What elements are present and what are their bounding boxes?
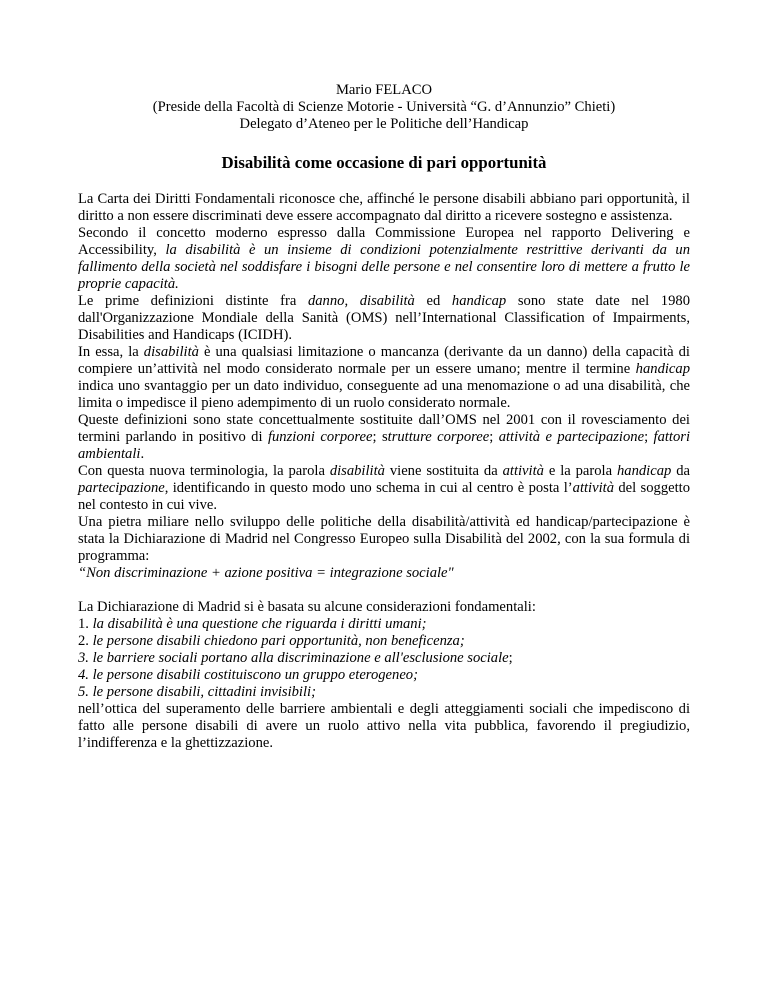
list-item-number: 2.	[78, 633, 89, 649]
author-name: Mario FELACO	[335, 82, 433, 98]
term-fattori-ambientali: fattori ambientali	[78, 429, 691, 462]
madrid-formula-quote: “Non discriminazione + azione positiva = integrazione sociale"	[78, 565, 454, 581]
list-item-number: 4.	[78, 667, 89, 683]
list-item-text: le barriere sociali portano alla discriminazione e all'esclusione sociale	[92, 650, 509, 666]
paragraph-3-text-b: ,	[344, 293, 360, 309]
paragraph-3	[78, 293, 690, 344]
list-item-text: le persone disabili costituiscono un gruppo eterogeneo;	[92, 667, 418, 683]
paragraph-6-text-d: da	[671, 463, 690, 479]
list-item	[78, 650, 690, 667]
list-item-number: 5.	[78, 684, 89, 700]
list-item-text: le persone disabili, cittadini invisibili;	[92, 684, 316, 700]
term-danno: danno	[307, 293, 345, 309]
considerations-list	[78, 616, 690, 701]
paragraph-4-text-c: indica uno svantaggio per un dato individuo, conseguente ad una menomazione o ad una disabilità, che limita o impedisce il pieno adempimento di un ruolo considerato normale.	[78, 378, 690, 411]
paragraph-5-text-a: Queste definizioni sono state concettualmente sostituite dall’OMS nel 2001 con il rovesciamento dei termini parlando in positivo di	[78, 412, 690, 445]
paragraph-7: Una pietra miliare nello sviluppo delle politiche della disabilità/attività ed handicap/partecipazione è stata la Dichiarazione di Madrid nel Congresso Europeo sulla Disabilità del 2002, con la sua formula di programma:	[78, 514, 690, 564]
paragraph-2	[78, 225, 690, 293]
paragraph-4-text-b: è una qualsiasi limitazione o mancanza (derivante da un danno) della capacità di compiere un’attività nel modo considerato normale per un essere umano; mentre il termine	[78, 344, 690, 377]
term-handicap: handicap	[451, 293, 507, 309]
paragraph-6-text-a: Con questa nuova terminologia, la parola	[78, 463, 330, 479]
paragraph-9: nell’ottica del superamento delle barriere ambientali e degli atteggiamenti sociali che impediscono di fatto alle persone disabili di avere un ruolo attivo nella vita pubblica, favorendo il pregiudizio, l’indifferenza e la ghettizzazione.	[78, 701, 690, 751]
document-body	[78, 191, 690, 752]
list-item	[78, 667, 690, 684]
document-title: Disabilità come occasione di pari opportunità	[221, 153, 547, 172]
paragraph-5-text-d: ;	[644, 429, 654, 445]
paragraph-3-text-a: Le prime definizioni distinte fra	[78, 293, 308, 309]
term-attivita-partecipazione: attività e partecipazione	[498, 429, 645, 445]
document-page	[78, 82, 690, 752]
term-strutture-corporee: trutture corporee	[387, 429, 490, 445]
term-attivita: attività	[572, 480, 615, 496]
list-item	[78, 633, 690, 650]
paragraph-3-text-c: ed	[414, 293, 452, 309]
paragraph-6-text-f: del soggetto nel contesto in cui vive.	[78, 480, 690, 513]
term-partecipazione: partecipazione	[78, 480, 165, 496]
paragraph-5	[78, 412, 690, 463]
spacer	[78, 582, 690, 599]
paragraph-6-text-e: , identificando in questo modo uno schema in cui al centro è posta l’	[164, 480, 573, 496]
list-item-text: la disabilità è una questione che riguarda i diritti umani;	[92, 616, 427, 632]
paragraph-6-text-b: viene sostituita da	[384, 463, 503, 479]
paragraph-6	[78, 463, 690, 514]
term-disabilita: disabilità	[143, 344, 199, 360]
term-handicap: handicap	[635, 361, 690, 377]
paragraph-5-text-b: ; s	[372, 429, 388, 445]
paragraph-4-text-a: In essa, la	[78, 344, 144, 360]
paragraph-5-text-e: .	[140, 446, 145, 462]
paragraph-4	[78, 344, 690, 412]
term-handicap: handicap	[616, 463, 672, 479]
term-disabilita: disabilità	[359, 293, 415, 309]
list-item-text: le persone disabili chiedono pari opportunità, non beneficenza;	[92, 633, 465, 649]
paragraph-5-text-c: ;	[489, 429, 499, 445]
list-item	[78, 616, 690, 633]
list-item-number: 3.	[78, 650, 89, 666]
term-disabilita: disabilità	[329, 463, 385, 479]
document-header	[78, 82, 690, 133]
paragraph-3-text-d: sono state date nel 1980 dall'Organizzazione Mondiale della Sanità (OMS) nell’International Classification of Impairments, Disabilities and Handicaps (ICIDH).	[78, 293, 690, 343]
paragraph-8: La Dichiarazione di Madrid si è basata su alcune considerazioni fondamentali:	[78, 599, 536, 615]
list-item-suffix: ;	[508, 650, 513, 666]
list-item	[78, 684, 690, 701]
paragraph-2-definition: la disabilità è un insieme di condizioni potenzialmente restrittive derivanti da un fallimento della società nel soddisfare i bisogni delle persone e nel consentire loro di mettere a frutto le proprie capacità.	[78, 242, 690, 292]
paragraph-6-text-c: e la parola	[543, 463, 617, 479]
paragraph-2-text: Secondo il concetto moderno espresso dalla Commissione Europea nel rapporto Delivering e Accessibility,	[78, 225, 690, 258]
list-item-number: 1.	[78, 616, 89, 632]
term-funzioni-corporee: funzioni corporee	[267, 429, 373, 445]
author-affiliation: (Preside della Facoltà di Scienze Motorie - Università “G. d’Annunzio” Chieti)	[152, 99, 616, 115]
paragraph-1: La Carta dei Diritti Fondamentali riconosce che, affinché le persone disabili abbiano pari opportunità, il diritto a non essere discriminati deve essere accompagnato dal diritto a ricevere sostegno e assistenza.	[78, 191, 690, 224]
author-role: Delegato d’Ateneo per le Politiche dell’Handicap	[239, 116, 529, 132]
term-attivita: attività	[502, 463, 544, 479]
